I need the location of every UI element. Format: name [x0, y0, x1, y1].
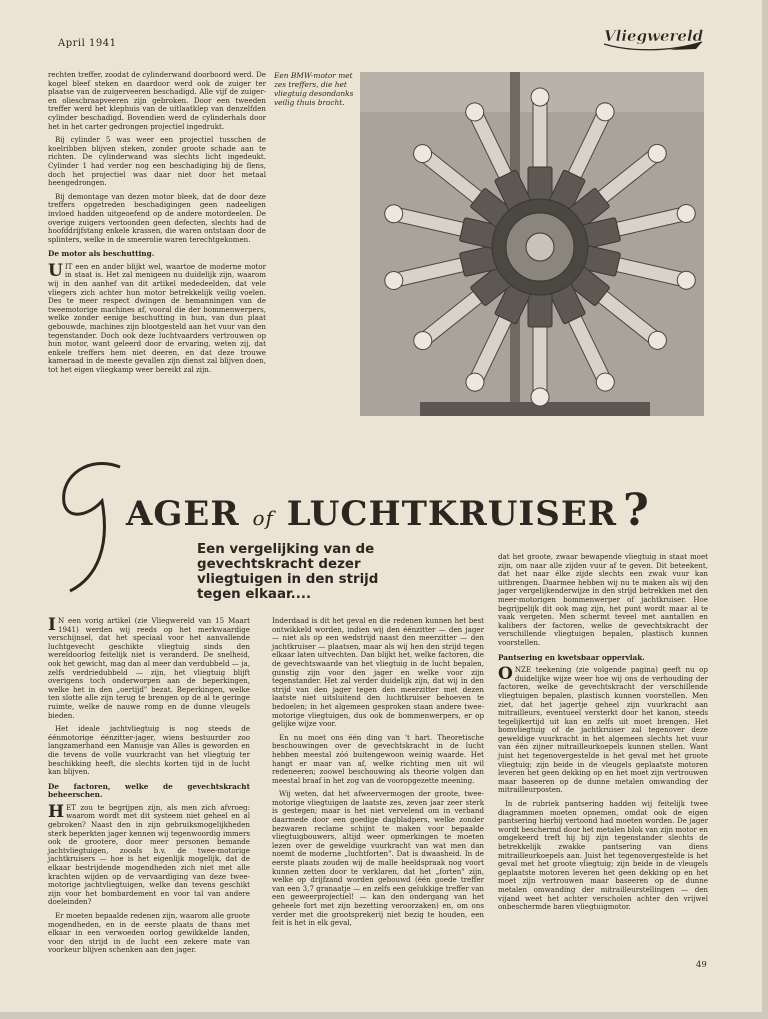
paragraph: Er moeten bepaalde redenen zijn, waarom alle groote mogendheden, en in de eerste plaats de thans met elkaar in een verwoeden oorlog gewikkelde landen, voor den strijd in de lucht een zekere mate van voorkeur blijven schenken aan den jager.: [48, 911, 250, 955]
paragraph: Bij cylinder 5 was weer een projectiel tusschen de koelribben blijven steken, zonder groote schade aan te richten. De cylinderwand was slechts licht ingedeukt. Cylinder 1 had verder nog een beschadiging bij de flens, doch het projectiel was daar niet door het metaal heengedrongen.: [48, 135, 266, 188]
section-heading: Pantsering en kwetsbaar oppervlak.: [498, 652, 645, 662]
paragraph: Bij demontage van dezen motor bleek, dat de door deze treffers opgetreden beschadigingen geen nadeeligen invloed hadden uitgeoefend op de andere motordeelen. De overige zuigers vertoonden geen defecten, slechts had de hoofddrijfstang enkele krassen, die waren ontstaan door de splinters, welke in de smeerolie waren terechtgekomen.: [48, 191, 266, 244]
paragraph: Inderdaad is dit het geval en die redenen kunnen het best ontwikkeld worden, indien wij den éénzitter — den jager — niet als op een wedstrijd naast den meerzitter — den jachtkruiser — plaatsen, maar als wij hen den strijd tegen elkaar laten uitvechten. Dan blijkt het, welke factoren, die de gevechtswaarde van het vliegtuig in de lucht bepalen, gunstig zijn voor den jager en welke voor zijn tegenstander. Het zal verder duidelijk zijn, dat wij in den strijd van den jager tegen den meerzitter met dezen laatste niet uitsluitend den luchtkruiser behoeven te bedoelen; in het algemeen gesproken staan andere twee-motorige vliegtuigen, dus ook de bommenwerpers, er op gelijke wijze voor.: [272, 616, 484, 729]
drop-cap: I: [48, 615, 56, 635]
left-top-column: [48, 71, 266, 380]
vliegwereld-logo: [600, 22, 706, 56]
drop-cap: O: [498, 664, 513, 685]
paragraph: Wij weten, dat het afweervermogen der groote, twee-motorige vliegtuigen de laatste zes, zeven jaar zeer sterk is gestegen; maar is het niet vervelend om in verband daarmede door een goedige dagbladpers, welke zonder bezwaren reclame schijnt te maken voor bepaalde vliegtuigbouwers, altijd weer opmerkingen te moeten lezen over de geweldige vuurkracht van wat men dan noemt de moderne „luchtforten". Dat is dwaasheid. In de eerste plaats zouden wij de malle beeldspraak nog voort kunnen zetten door te verklaren, dat het „forten" zijn, welke op drijfzand worden gebouwd (één goede treffer van een 3,7 granaatje — en zelfs een gelukkige treffer van een geweerprojectiel! — kan den ondergang van het geheele fort met zijn bezetting veroorzaken) en, om ons verder met die grootsprekerij niet bezig te houden, een feit is het in elk geval,: [272, 789, 484, 928]
paragraph: ONZE teekening (zie volgende pagina) geeft nu op duidelijke wijze weer hoe wij ons de verhouding der factoren, welke de gevechtskracht der verschillende vliegtuigen bepalen, plastisch kunnen voorstellen. Men ziet, dat het jagertje geheel zijn vuurkracht aan mitrailleurs, eventueel versterkt door het kanon, steeds tegelijkertijd uit kan en zelfs uit moet brengen. Het bomvliegtuig of de jachtkruiser zal tegenover deze geweldige vuurkracht in het algemeen slechts het vuur van één zijner mitrailleurkoepels kunnen stellen. Want juist het tegenovergestelde is het geval met het groote vliegtuig; zijn beide in de vleugels geplaatste motoren leveren het geen dekking op en het moet zijn vertrouwen maar baseeren op de dunne metalen omwanding der mitrailleurposten.: [498, 664, 708, 795]
bmw-radial-engine-photo: [360, 72, 704, 416]
column-3: [498, 553, 708, 917]
column-2: [272, 617, 484, 933]
title-text: AGER of LUCHTKRUISER ?: [126, 485, 650, 536]
drop-cap: H: [48, 801, 65, 822]
photo-caption: Een BMW-motor met zes treffers, die het vliegtuig desondanks veilig thuis bracht.: [274, 71, 354, 107]
page-number: 49: [696, 960, 707, 970]
paragraph: En nu moet ons één ding van 't hart. Theoretische beschouwingen over de gevechtskracht in de lucht hebben meestal zóó buitengewoon weinig waarde. Het hangt er maar van af, welke richting men uit wil redeneeren; zoowel beschouwing als theorie volgen dan meestal braaf in het zog van de vooropgezette meening.: [272, 732, 484, 785]
drop-cap: U: [48, 260, 63, 281]
section-heading: De factoren, welke de gevechtskracht beheerschen.: [48, 781, 250, 800]
paragraph: dat het groote, zwaar bewapende vliegtuig in staat moet zijn, om naar alle zijden vuur af te geven. Dit beteekent, dat het naar élke zijde slechts een zwak vuur kan uitbrengen. Daarmee hebben wij nu te maken als wij den jager vergelijkenderwijze in den strijd betrekken met den meer-motorigen bommenwerper of jachtkruiser. Hoe begrijpelijk dit ook mag zijn, het punt wordt maar al te vaak vergeten. Men schermt teveel met aantallen en kalibers der factoren, welke de gevechtskracht der verschillende vliegtuigen bepalen, plastisch kunnen voorstellen.: [498, 552, 708, 647]
paragraph: UIT een en ander blijkt wel, waartoe de moderne motor in staat is. Het zal menigeen nu duidelijk zijn, waarom wij in den aanhef van dit artikel mededeelden, dat vele vliegers zich achter hun motor betrekkelijk veilig voelen. Des te meer respect dwingen de bemanningen van de tweemotorige machines af, vooral die der bommenwerpers, welke zonder eenige beschutting in hun, van dun plaat gebouwde, machines zijn blootgesteld aan het vuur van den tegenstander. Doch ook deze luchtvaarders vertrouwen op hun motor, want geleerd door de ervaring, weten zij, dat enkele treffers hem niet deeren, en dat deze trouwe kameraad in de meeste gevallen zijn dienst zal blijven doen, tot het eigen vliegkamp weer bereikt zal zijn.: [48, 260, 266, 374]
paragraph: rechten treffer, zoodat de cylinderwand doorboord werd. De kogel bleef steken en daardoor werd ook de zuiger ter plaatse van de zuigerveeren beschadigd. Alle vijf de zuiger- en oliescbraapveeren zijn gebroken. Door een tweeden treffer werd het klephuis van de uitlaatklep van denzelfden cylinder beschadigd. Bovendien werd de cylinderhals door het in het carter gedrongen projectiel ingedrukt.: [48, 70, 266, 131]
paragraph: Het ideale jachtvliegtuig is nog steeds de éénmotorige éénzitter-jager, wiens bestuurder zoo langzamerhand een Manusje van Alles is geworden en die tevens de volle vuurkracht van het vliegtuig ter beschikking heeft, die slechts korten tijd in de lucht kan blijven.: [48, 724, 250, 777]
article-subtitle: Een vergelijking van de gevechtskracht dezer vliegtuigen in den strijd tegen elkaar....: [197, 542, 379, 602]
paragraph: In de rubriek pantsering hadden wij feitelijk twee diagrammen moeten opnemen, omdat ook de eigen pantsering hierbij vertoond had moeten worden. De jager wordt beschermd door het metalen blok van zijn motor en omgekeerd treft hij bij zijn tegenstander slechts de betrekkelijk zwakke pantsering van diens mitrailleurkoepels aan. Juist het tegenovergestelde is het geval met het groote vliegtuig; zijn beide in de vleugels geplaatste motoren leveren het geen dekking op en het moet zijn vertrouwen maar baseeren op de dunne metalen omwanding der mitrailleurstellingen — den vijand weet het achter verscholen achter den vrijwel onbeschermde baren vliegtuigmotor.: [498, 799, 708, 912]
paragraph: I N een vorig artikel (zie Vliegwereld van 15 Maart 1941) werden wij reeds op het merkwaardige verschijnsel, dat het speciaal voor het aanvallende luchtgevecht geschikte vliegtuig sinds den wereldoorlog feitelijk niet is veranderd. De snelheid, ook het gewicht, mag dan al meer dan verdubbeld — ja, zelfs verdriedubbeld — zijn, het vliegtuig blijft overigens toch onderworpen aan de beperkingen, welke het in den „oertijd" bezat. Beperkingen, welke ten slotte alle zijn terug te brengen op de al te geringe ruimte, welke de nauwe romp en de dunne vleugels bieden.: [48, 615, 250, 720]
section-heading: De motor als beschutting.: [48, 249, 155, 259]
issue-date: April 1941: [58, 38, 117, 49]
paragraph: HET zou te begrijpen zijn, als men zich afvroeg: waarom wordt met dit systeem niet geheel en al gebroken? Naast den in zijn gebruiksmogelijkheden sterk beperkten jager kennen wij tegenwoordig immers ook de grootere, door meer personen bemande jachtvliegtuigen, zooals b.v. de twee-motorige jachtkruisers — hoe is het eigenlijk mogelijk, dat de elkaar bestrijdende mogendheden zich niet met alle krachten wijden op de vervaardiging van deze twee-motorige jachtvliegtuigen, welke dan tevens geschikt zijn voor het bombardement en voor tal van andere doeleinden?: [48, 801, 250, 907]
column-1: [48, 617, 250, 960]
svg-text:Vliegwereld: Vliegwereld: [604, 27, 704, 45]
